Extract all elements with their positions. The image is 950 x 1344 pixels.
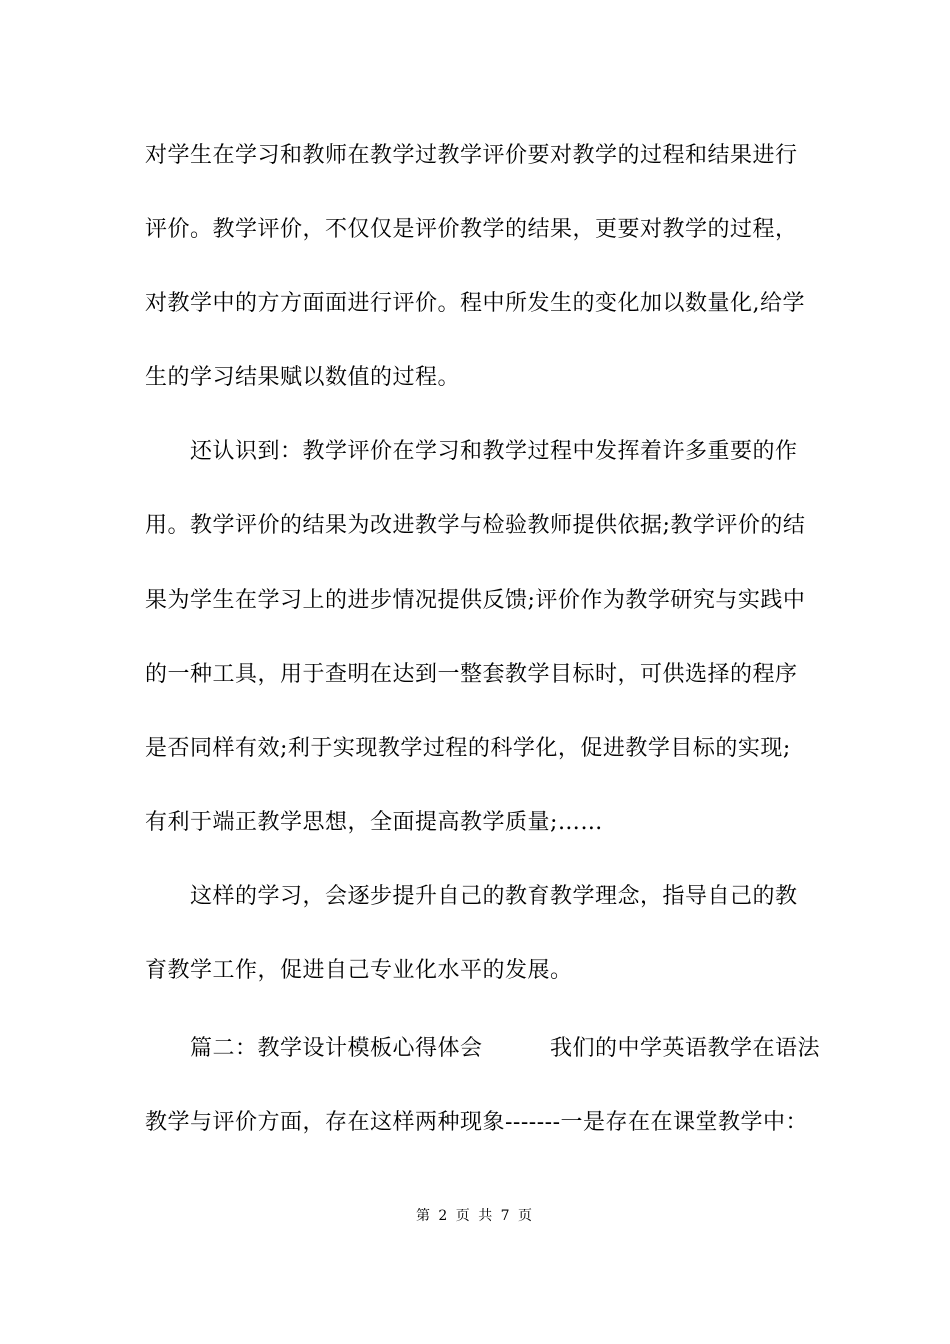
text-line: 还认识到：教学评价在学习和教学过程中发挥着许多重要的作 [145,439,798,464]
text-line: 生的学习结果赋以数值的过程。 [145,365,461,390]
text-line: 评价。教学评价，不仅仅是评价教学的结果，更要对教学的过程， [145,217,798,242]
text-line: 的一种工具，用于查明在达到一整套教学目标时，可供选择的程序 [145,662,798,687]
text-line: 是否同样有效;利于实现教学过程的科学化，促进教学目标的实现; [145,736,791,761]
text-line: 这样的学习，会逐步提升自己的教育教学理念，指导自己的教 [145,884,798,909]
text-line: 教学与评价方面，存在这样两种现象-------一是存在在课堂教学中： [145,1110,809,1135]
text-line: 对学生在学习和教师在教学过教学评价要对教学的过程和结果进行 [145,143,798,168]
text-line: 对教学中的方方面面进行评价。程中所发生的变化加以数量化,给学 [145,291,805,316]
page-number-footer: 第 2 页 共 7 页 [415,1208,535,1224]
text-line: 篇二：教学设计模板心得体会 我们的中学英语教学在语法 [145,1036,821,1061]
text-line: 育教学工作，促进自己专业化水平的发展。 [145,958,573,983]
text-line: 用。教学评价的结果为改进教学与检验教师提供依据;教学评价的结 [145,513,806,538]
text-line: 有利于端正教学思想，全面提高教学质量;…… [145,810,603,835]
text-line: 果为学生在学习上的进步情况提供反馈;评价作为教学研究与实践中 [145,588,806,613]
